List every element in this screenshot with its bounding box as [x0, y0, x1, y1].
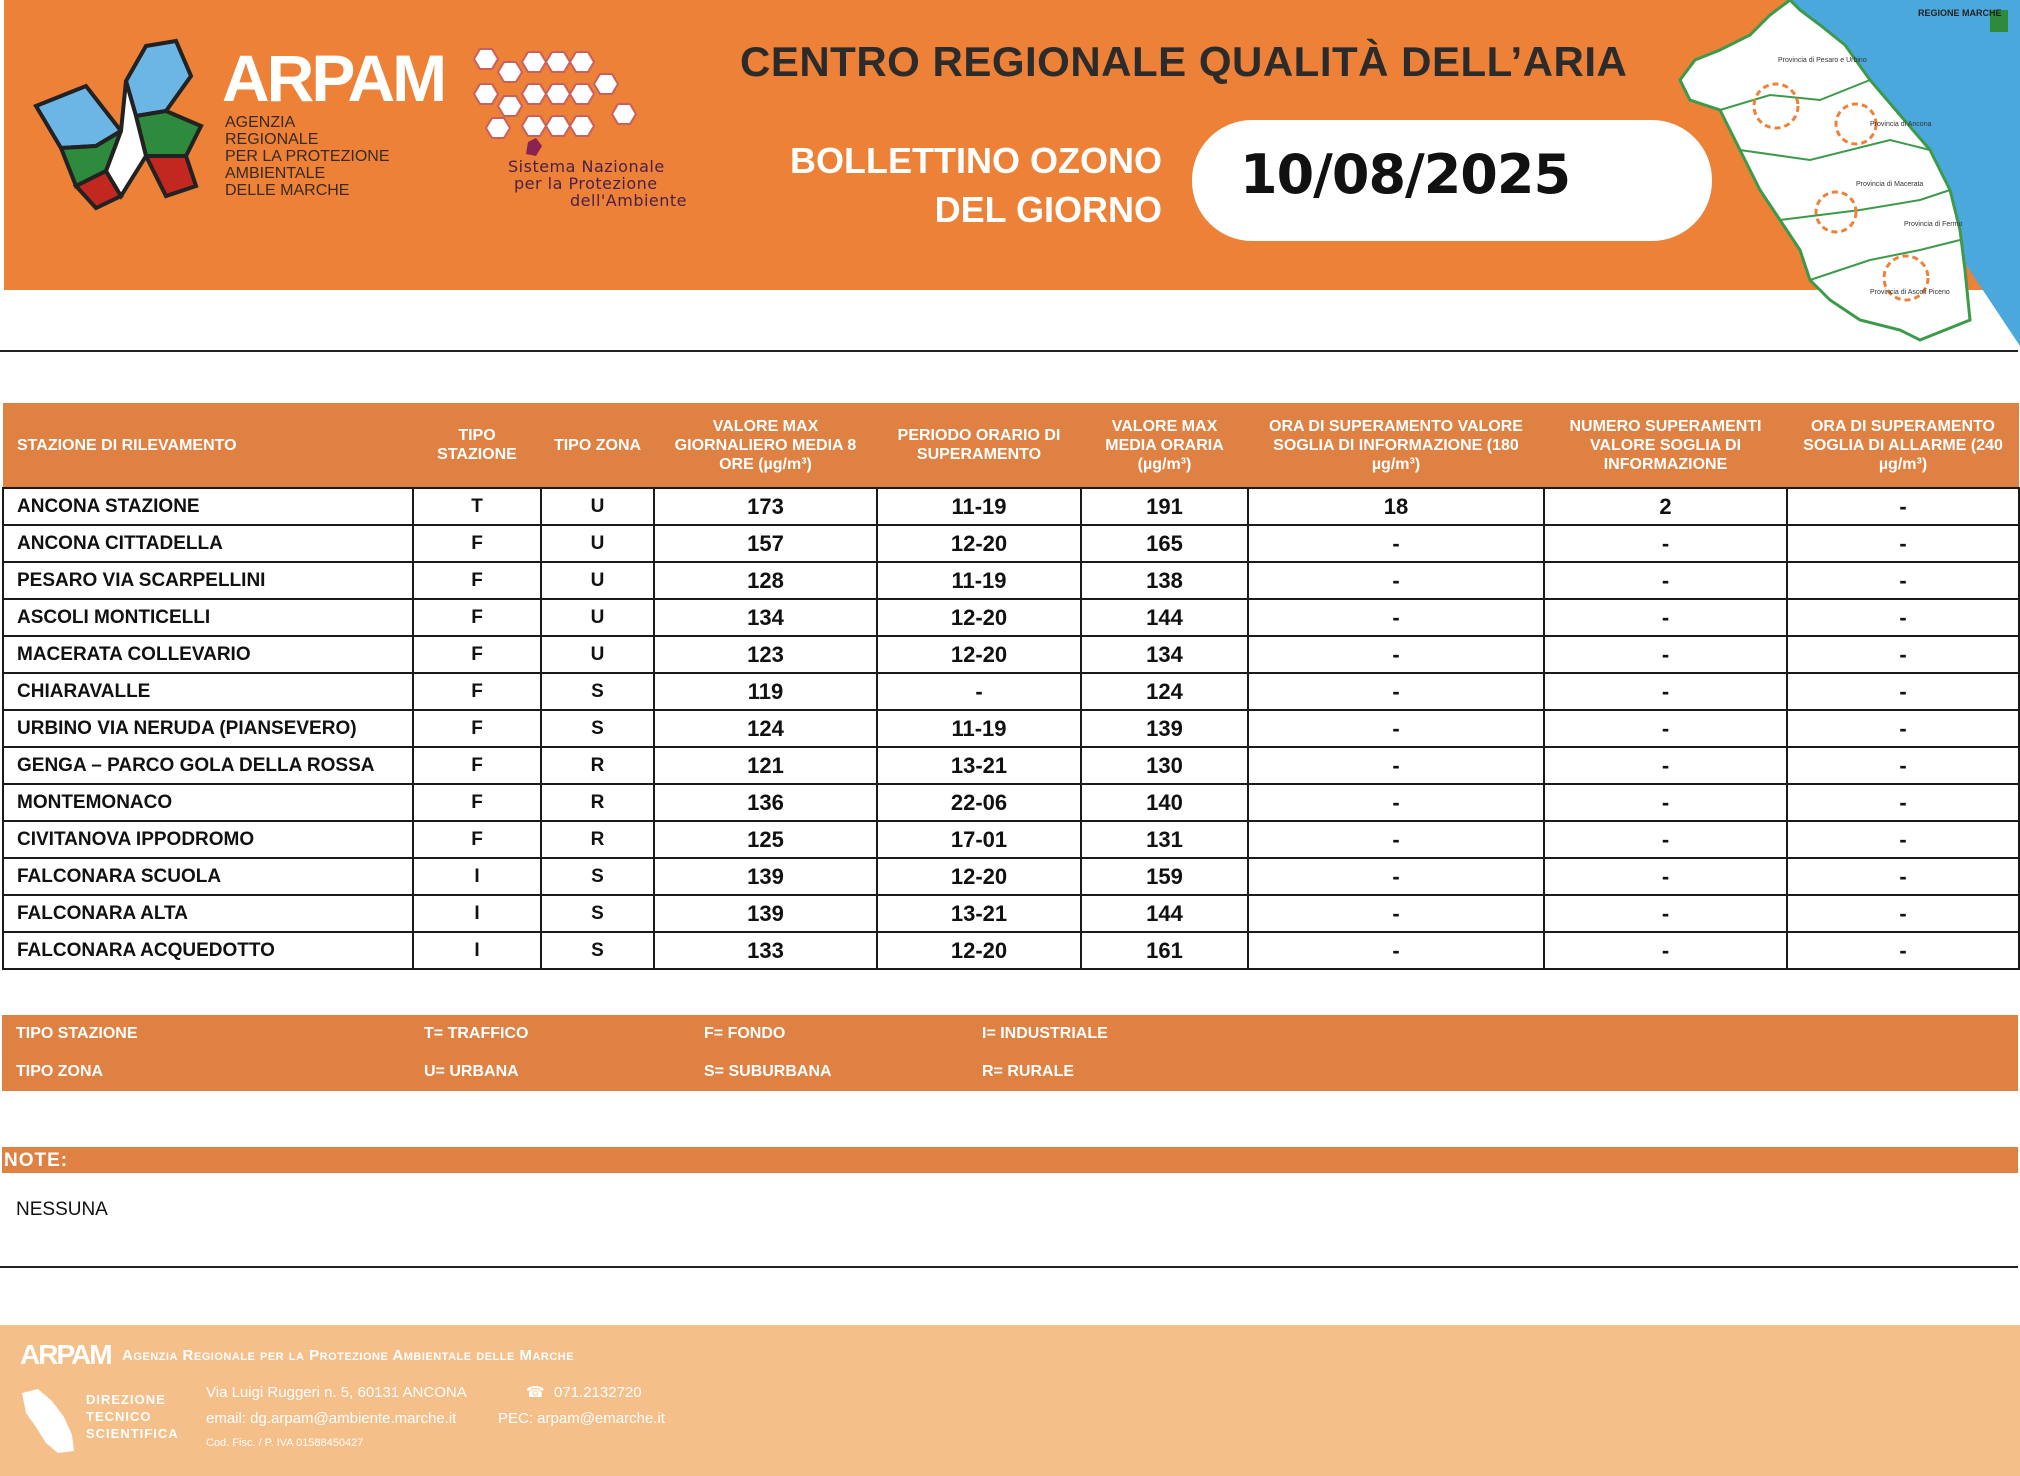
table-cell: I	[413, 858, 541, 895]
legend-rural: R= RURALE	[982, 1063, 1075, 1080]
table-cell: 13-21	[877, 747, 1081, 784]
table-cell: -	[1248, 562, 1544, 599]
footer-agency-name: Agenzia Regionale per la Protezione Ambientale delle Marche	[122, 1347, 575, 1364]
notes-text: NESSUNA	[16, 1199, 108, 1220]
table-cell: -	[1248, 821, 1544, 858]
table-cell: -	[1248, 599, 1544, 636]
table-cell: F	[413, 710, 541, 747]
page-title: CENTRO REGIONALE QUALITÀ DELL’ARIA	[740, 38, 1628, 85]
bulletin-date: 10/08/2025	[1240, 143, 1571, 206]
col-header-station-type: TIPO STAZIONE	[413, 403, 541, 488]
station-name-cell: FALCONARA SCUOLA	[3, 858, 413, 895]
table-cell: -	[1787, 525, 2019, 562]
table-cell: 123	[654, 636, 877, 673]
table-cell: 161	[1081, 932, 1248, 969]
table-cell: -	[877, 673, 1081, 710]
legend-industrial: I= INDUSTRIALE	[982, 1025, 1108, 1042]
table-row	[3, 747, 2019, 784]
station-name-cell: CHIARAVALLE	[3, 673, 413, 710]
table-cell: 13-21	[877, 895, 1081, 932]
station-name-cell: ASCOLI MONTICELLI	[3, 599, 413, 636]
table-cell: -	[1248, 895, 1544, 932]
table-cell: 11-19	[877, 710, 1081, 747]
table-cell: 134	[654, 599, 877, 636]
table-row	[3, 599, 2019, 636]
table-cell: -	[1787, 858, 2019, 895]
map-label-macerata: Provincia di Macerata	[1856, 181, 1924, 188]
col-header-alarm-hour: ORA DI SUPERAMENTO SOGLIA DI ALLARME (240 µg/m³)	[1787, 403, 2019, 488]
divider	[0, 1266, 2018, 1268]
map-label-fermo: Provincia di Fermo	[1904, 221, 1963, 228]
table-row	[3, 636, 2019, 673]
table-cell: 144	[1081, 599, 1248, 636]
table-cell: -	[1787, 636, 2019, 673]
table-cell: 12-20	[877, 858, 1081, 895]
col-header-info-count: NUMERO SUPERAMENTI VALORE SOGLIA DI INFORMAZIONE	[1544, 403, 1787, 488]
table-cell: 159	[1081, 858, 1248, 895]
table-cell: 140	[1081, 784, 1248, 821]
table-cell: 191	[1081, 488, 1248, 525]
table-cell: 133	[654, 932, 877, 969]
region-map	[1660, 0, 2020, 346]
table-cell: 124	[1081, 673, 1248, 710]
station-name-cell: ANCONA CITTADELLA	[3, 525, 413, 562]
ozone-table	[2, 403, 2020, 970]
marche-silhouette-icon	[18, 1387, 76, 1455]
table-cell: -	[1787, 821, 2019, 858]
col-header-zone-type: TIPO ZONA	[541, 403, 654, 488]
table-cell: U	[541, 636, 654, 673]
table-cell: 18	[1248, 488, 1544, 525]
table-cell: F	[413, 525, 541, 562]
table-cell: -	[1787, 488, 2019, 525]
phone-icon: ☎	[526, 1384, 545, 1401]
table-cell: -	[1248, 636, 1544, 673]
table-cell: 139	[1081, 710, 1248, 747]
table-cell: 173	[654, 488, 877, 525]
table-cell: -	[1787, 710, 2019, 747]
table-cell: S	[541, 858, 654, 895]
table-cell: S	[541, 895, 654, 932]
table-cell: 17-01	[877, 821, 1081, 858]
table-cell: 165	[1081, 525, 1248, 562]
table-cell: I	[413, 932, 541, 969]
table-row	[3, 562, 2019, 599]
station-name-cell: PESARO VIA SCARPELLINI	[3, 562, 413, 599]
table-cell: 22-06	[877, 784, 1081, 821]
snpa-logo-icon	[470, 44, 640, 164]
table-cell: -	[1787, 747, 2019, 784]
table-row	[3, 821, 2019, 858]
table-row	[3, 710, 2019, 747]
table-cell: F	[413, 747, 541, 784]
legend-station-label: TIPO STAZIONE	[16, 1025, 138, 1042]
legend-urban: U= URBANA	[424, 1063, 519, 1080]
table-cell: S	[541, 673, 654, 710]
table-cell: 131	[1081, 821, 1248, 858]
table-cell: -	[1248, 525, 1544, 562]
table-cell: F	[413, 784, 541, 821]
arpam-wordmark: ARPAM	[222, 41, 445, 115]
table-cell: 124	[654, 710, 877, 747]
footer-pec[interactable]: PEC: arpam@emarche.it	[498, 1410, 665, 1427]
table-cell: 11-19	[877, 488, 1081, 525]
bulletin-title: BOLLETTINO OZONO DEL GIORNO	[790, 140, 1162, 230]
table-cell: 12-20	[877, 525, 1081, 562]
station-name-cell: ANCONA STAZIONE	[3, 488, 413, 525]
table-cell: -	[1544, 821, 1787, 858]
regione-marche-logo: REGIONE MARCHE	[1918, 8, 2002, 18]
footer-tax-id: Cod. Fisc. / P. IVA 01588450427	[206, 1437, 364, 1449]
table-cell: F	[413, 636, 541, 673]
table-cell: 139	[654, 895, 877, 932]
table-cell: -	[1787, 673, 2019, 710]
table-cell: 121	[654, 747, 877, 784]
table-cell: 136	[654, 784, 877, 821]
station-name-cell: MONTEMONACO	[3, 784, 413, 821]
table-cell: F	[413, 673, 541, 710]
table-cell: -	[1544, 562, 1787, 599]
station-name-cell: URBINO VIA NERUDA (PIANSEVERO)	[3, 710, 413, 747]
station-name-cell: FALCONARA ACQUEDOTTO	[3, 932, 413, 969]
table-cell: -	[1248, 747, 1544, 784]
table-cell: U	[541, 488, 654, 525]
table-cell: 144	[1081, 895, 1248, 932]
table-cell: 157	[654, 525, 877, 562]
table-cell: -	[1248, 932, 1544, 969]
table-cell: T	[413, 488, 541, 525]
table-header-row	[3, 403, 2019, 488]
table-cell: 12-20	[877, 599, 1081, 636]
table-cell: -	[1248, 673, 1544, 710]
table-cell: -	[1787, 784, 2019, 821]
table-cell: 11-19	[877, 562, 1081, 599]
table-cell: 130	[1081, 747, 1248, 784]
table-cell: -	[1248, 784, 1544, 821]
footer-address: Via Luigi Ruggeri n. 5, 60131 ANCONA	[206, 1384, 467, 1401]
table-cell: R	[541, 784, 654, 821]
table-cell: -	[1544, 858, 1787, 895]
table-row	[3, 932, 2019, 969]
table-cell: -	[1544, 784, 1787, 821]
table-cell: F	[413, 821, 541, 858]
table-cell: 12-20	[877, 932, 1081, 969]
table-cell: 2	[1544, 488, 1787, 525]
table-cell: 125	[654, 821, 877, 858]
col-header-max-hourly: VALORE MAX MEDIA ORARIA (µg/m³)	[1081, 403, 1248, 488]
map-label-pesaro: Provincia di Pesaro e Urbino	[1778, 57, 1867, 64]
table-row	[3, 784, 2019, 821]
table-cell: -	[1248, 858, 1544, 895]
table-cell: I	[413, 895, 541, 932]
table-row	[3, 488, 2019, 525]
table-cell: U	[541, 599, 654, 636]
col-header-exceed-period: PERIODO ORARIO DI SUPERAMENTO	[877, 403, 1081, 488]
table-cell: -	[1544, 525, 1787, 562]
table-cell: S	[541, 710, 654, 747]
footer-email[interactable]: email: dg.arpam@ambiente.marche.it	[206, 1410, 457, 1427]
table-cell: S	[541, 932, 654, 969]
table-cell: -	[1787, 932, 2019, 969]
table-cell: U	[541, 562, 654, 599]
table-cell: -	[1544, 599, 1787, 636]
table-row	[3, 525, 2019, 562]
station-name-cell: FALCONARA ALTA	[3, 895, 413, 932]
map-label-ascoli: Provincia di Ascoli Piceno	[1870, 289, 1950, 296]
table-row	[3, 673, 2019, 710]
col-header-info-hour: ORA DI SUPERAMENTO VALORE SOGLIA DI INFORMAZIONE (180 µg/m³)	[1248, 403, 1544, 488]
notes-label: NOTE:	[4, 1150, 69, 1171]
arpam-logo-icon	[26, 36, 216, 216]
table-cell: -	[1544, 932, 1787, 969]
table-cell: -	[1787, 599, 2019, 636]
table-cell: -	[1544, 747, 1787, 784]
station-name-cell: MACERATA COLLEVARIO	[3, 636, 413, 673]
table-cell: -	[1544, 895, 1787, 932]
table-cell: R	[541, 747, 654, 784]
table-row	[3, 858, 2019, 895]
legend-background: F= FONDO	[704, 1025, 786, 1042]
table-cell: F	[413, 599, 541, 636]
notes-bar	[2, 1147, 2018, 1173]
footer-phone: 071.2132720	[554, 1384, 642, 1401]
legend-band	[2, 1015, 2018, 1091]
table-cell: -	[1544, 673, 1787, 710]
table-cell: R	[541, 821, 654, 858]
table-cell: 128	[654, 562, 877, 599]
table-cell: -	[1787, 562, 2019, 599]
snpa-name: Sistema Nazionale per la Protezione dell'Ambiente	[508, 157, 688, 210]
table-cell: 12-20	[877, 636, 1081, 673]
table-cell: F	[413, 562, 541, 599]
footer-department: DIREZIONE TECNICO SCIENTIFICA	[86, 1392, 179, 1441]
table-cell: 119	[654, 673, 877, 710]
table-cell: -	[1544, 710, 1787, 747]
legend-zone-label: TIPO ZONA	[16, 1063, 104, 1080]
agency-full-name: AGENZIA REGIONALE PER LA PROTEZIONE AMBIENTALE DELLE MARCHE	[225, 114, 390, 199]
legend-traffic: T= TRAFFICO	[424, 1025, 529, 1042]
divider	[0, 350, 2018, 352]
table-cell: -	[1544, 636, 1787, 673]
table-cell: 138	[1081, 562, 1248, 599]
col-header-max-8h: VALORE MAX GIORNALIERO MEDIA 8 ORE (µg/m³)	[654, 403, 877, 488]
table-cell: -	[1787, 895, 2019, 932]
col-header-station: STAZIONE DI RILEVAMENTO	[3, 403, 413, 488]
legend-suburban: S= SUBURBANA	[704, 1063, 832, 1080]
table-cell: 134	[1081, 636, 1248, 673]
footer	[0, 1325, 2020, 1476]
station-name-cell: CIVITANOVA IPPODROMO	[3, 821, 413, 858]
table-row	[3, 895, 2019, 932]
station-name-cell: GENGA – PARCO GOLA DELLA ROSSA	[3, 747, 413, 784]
table-cell: U	[541, 525, 654, 562]
footer-arpam-wordmark: ARPAM	[20, 1339, 111, 1370]
map-label-ancona: Provincia di Ancona	[1870, 121, 1932, 128]
table-cell: -	[1248, 710, 1544, 747]
table-cell: 139	[654, 858, 877, 895]
